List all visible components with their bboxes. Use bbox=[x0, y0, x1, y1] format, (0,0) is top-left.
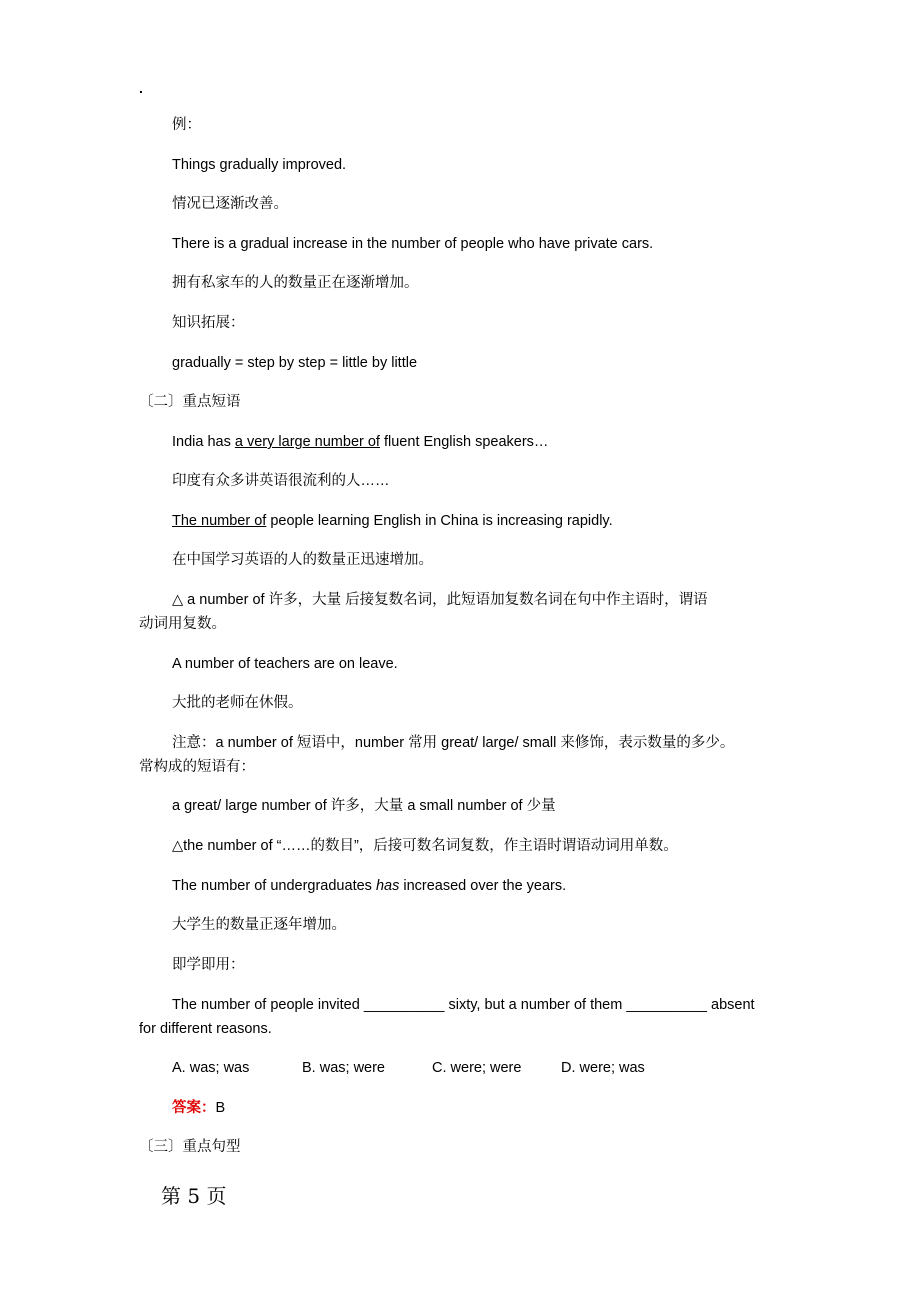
practice-label: 即学即用： bbox=[172, 957, 245, 973]
phrase1-english bbox=[172, 432, 548, 452]
note2-line1: 注意：a number of 短语中，number 常用 great/ large/ small 来修饰，表示数量的多少。 bbox=[172, 735, 735, 751]
note2-line2: 常构成的短语有： bbox=[139, 759, 255, 775]
note1-line1: △ a number of 许多，大量 后接复数名词，此短语加复数名词在句中作主语时，谓语 bbox=[172, 592, 708, 608]
question-line2: for different reasons. bbox=[139, 1021, 272, 1037]
option-c: C. were; were bbox=[432, 1060, 522, 1076]
section2-title: 〔二〕重点短语 bbox=[139, 394, 241, 410]
extension-label: 知识拓展： bbox=[172, 315, 245, 331]
example4-english bbox=[172, 876, 566, 896]
option-d: D. were; was bbox=[561, 1060, 645, 1076]
phrase1-text-a: India has bbox=[172, 434, 235, 450]
phrase1-underlined: a very large number of bbox=[234, 434, 380, 450]
option-a: A. was; was bbox=[172, 1060, 250, 1076]
section3-title: 〔三〕重点句型 bbox=[139, 1139, 241, 1155]
example3-english: A number of teachers are on leave. bbox=[172, 656, 398, 672]
page-number: 第 5 页 bbox=[161, 1184, 227, 1208]
example4-chinese: 大学生的数量正逐年增加。 bbox=[172, 917, 346, 933]
question-line1: The number of people invited __________ sixty, but a number of them __________ absent bbox=[172, 997, 755, 1013]
extension-text: gradually = step by step = little by little bbox=[172, 355, 418, 371]
answer-label: 答案： bbox=[172, 1100, 216, 1116]
phrase1-chinese: 印度有众多讲英语很流利的人…… bbox=[172, 473, 390, 489]
leading-dot: . bbox=[139, 80, 143, 96]
example2-chinese: 拥有私家车的人的数量正在逐渐增加。 bbox=[172, 275, 419, 291]
phrase2-underlined: The number of bbox=[172, 513, 267, 529]
option-b: B. was; were bbox=[302, 1060, 385, 1076]
example4-text-a: The number of undergraduates bbox=[172, 878, 376, 894]
example1-english: Things gradually improved. bbox=[172, 157, 347, 173]
answer-value: B bbox=[215, 1100, 226, 1116]
phrase-list: a great/ large number of 许多，大量 a small number of 少量 bbox=[172, 798, 556, 814]
example3-chinese: 大批的老师在休假。 bbox=[172, 695, 303, 711]
example2-english: There is a gradual increase in the number of people who have private cars. bbox=[172, 236, 654, 252]
example4-italic: has bbox=[375, 878, 400, 894]
phrase2-chinese: 在中国学习英语的人的数量正迅速增加。 bbox=[172, 552, 433, 568]
note3: △the number of “……的数目”，后接可数名词复数，作主语时谓语动词用单数。 bbox=[172, 838, 678, 854]
example-label: 例： bbox=[172, 117, 201, 133]
phrase1-text-b: fluent English speakers… bbox=[379, 434, 549, 450]
phrase2-english bbox=[172, 511, 613, 531]
note1-line2: 动词用复数。 bbox=[139, 616, 226, 632]
phrase2-text-b: people learning English in China is increasing rapidly. bbox=[266, 513, 613, 529]
example1-chinese: 情况已逐渐改善。 bbox=[172, 196, 288, 212]
example4-text-b: increased over the years. bbox=[399, 878, 567, 894]
answer-line bbox=[172, 1098, 225, 1118]
